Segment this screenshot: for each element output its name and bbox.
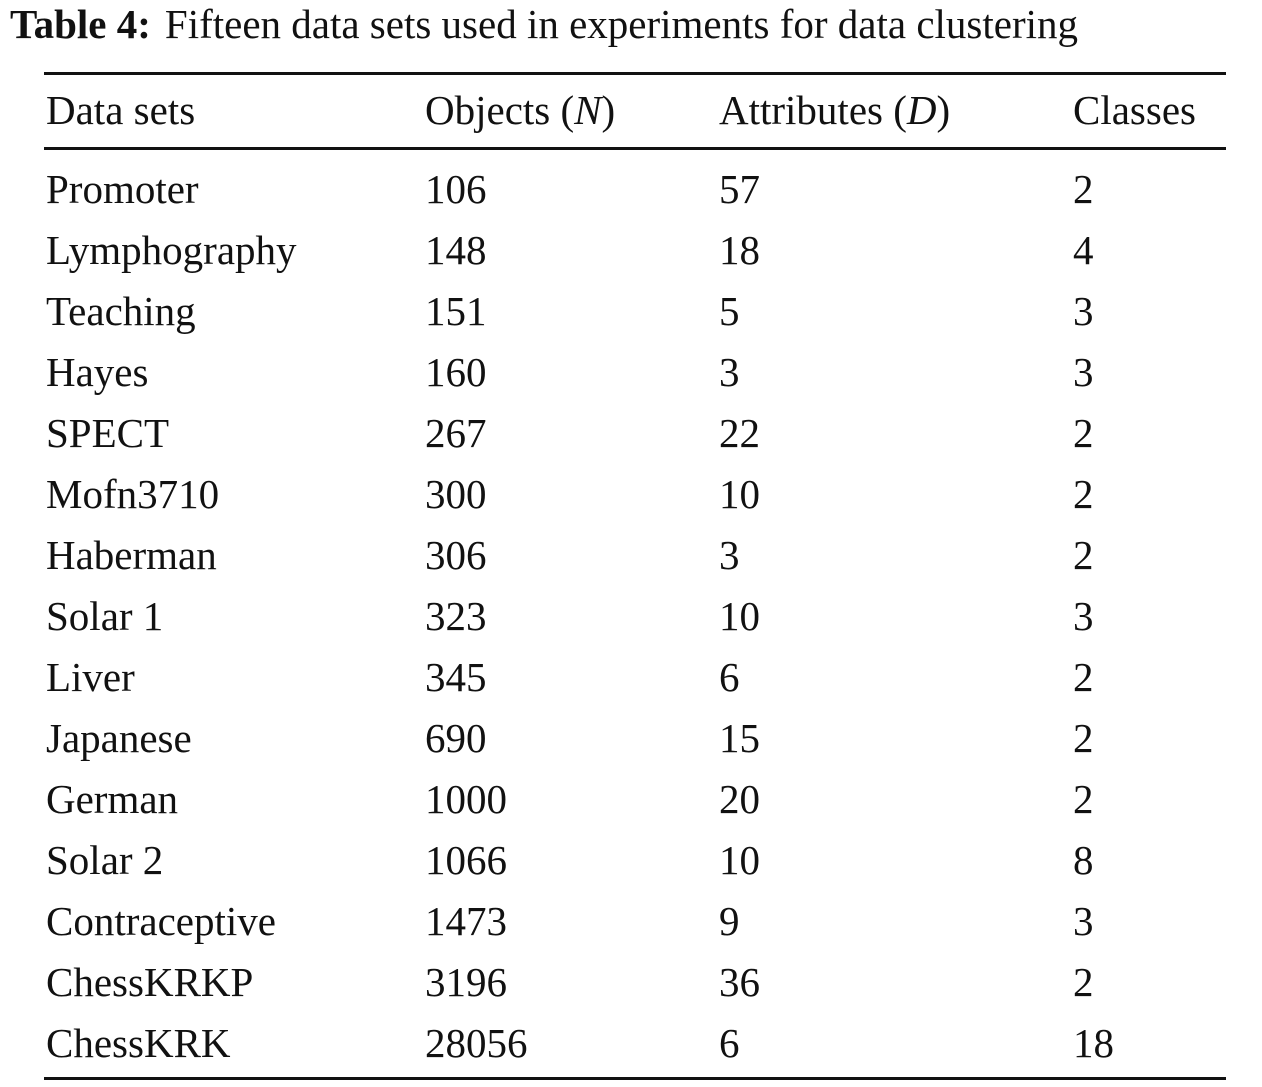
table-caption-label: Table 4: — [10, 1, 151, 47]
cell-attributes: 10 — [719, 837, 760, 883]
cell-objects: 106 — [425, 166, 487, 212]
table-row — [44, 464, 1226, 525]
cell-objects: 3196 — [425, 959, 507, 1005]
cell-objects: 300 — [425, 471, 487, 517]
cell-dataset-name: SPECT — [46, 410, 170, 456]
cell-objects: 306 — [425, 532, 487, 578]
cell-classes: 3 — [1073, 288, 1094, 334]
header-classes: Classes — [1073, 87, 1196, 133]
table-row — [44, 1013, 1226, 1074]
cell-attributes: 3 — [719, 349, 740, 395]
header-attributes-prefix: Attributes ( — [719, 87, 907, 133]
cell-classes: 2 — [1073, 959, 1094, 1005]
cell-objects: 345 — [425, 654, 487, 700]
table-row — [44, 952, 1226, 1013]
cell-dataset-name: Mofn3710 — [46, 471, 220, 517]
cell-attributes: 57 — [719, 166, 760, 212]
cell-dataset-name: Contraceptive — [46, 898, 276, 944]
cell-objects: 1000 — [425, 776, 507, 822]
table-row — [44, 708, 1226, 769]
cell-attributes: 36 — [719, 959, 760, 1005]
cell-dataset-name: Japanese — [46, 715, 192, 761]
table-row — [44, 342, 1226, 403]
cell-attributes: 20 — [719, 776, 760, 822]
cell-classes: 8 — [1073, 837, 1094, 883]
cell-dataset-name: Liver — [46, 654, 135, 700]
cell-dataset-name: Hayes — [46, 349, 149, 395]
cell-objects: 690 — [425, 715, 487, 761]
table-caption-text: Fifteen data sets used in experiments for data clustering — [164, 1, 1079, 47]
cell-dataset-name: Haberman — [46, 532, 217, 578]
header-attributes — [719, 80, 950, 141]
cell-attributes: 15 — [719, 715, 760, 761]
table-row — [44, 891, 1226, 952]
cell-classes: 2 — [1073, 532, 1094, 578]
table-row — [44, 647, 1226, 708]
cell-attributes: 6 — [719, 1020, 740, 1066]
table-top-rule — [44, 72, 1226, 75]
cell-attributes: 10 — [719, 471, 760, 517]
header-attributes-suffix: ) — [936, 87, 951, 133]
table-row — [44, 525, 1226, 586]
cell-classes: 2 — [1073, 166, 1094, 212]
cell-classes: 3 — [1073, 593, 1094, 639]
cell-classes: 4 — [1073, 227, 1094, 273]
table-row — [44, 830, 1226, 891]
cell-dataset-name: Promoter — [46, 166, 199, 212]
header-attributes-var: D — [906, 87, 937, 133]
cell-classes: 3 — [1073, 898, 1094, 944]
cell-classes: 2 — [1073, 471, 1094, 517]
cell-attributes: 9 — [719, 898, 740, 944]
header-objects-prefix: Objects ( — [425, 87, 575, 133]
table-header-rule — [44, 147, 1226, 150]
cell-objects: 1473 — [425, 898, 507, 944]
header-objects-suffix: ) — [601, 87, 616, 133]
cell-attributes: 22 — [719, 410, 760, 456]
cell-classes: 2 — [1073, 715, 1094, 761]
table-row — [44, 586, 1226, 647]
header-datasets: Data sets — [46, 87, 196, 133]
cell-attributes: 10 — [719, 593, 760, 639]
cell-objects: 1066 — [425, 837, 507, 883]
cell-classes: 2 — [1073, 654, 1094, 700]
cell-classes: 2 — [1073, 776, 1094, 822]
table-header-row — [44, 80, 1226, 141]
cell-dataset-name: Lymphography — [46, 227, 297, 273]
header-objects-var: N — [574, 87, 602, 133]
cell-attributes: 18 — [719, 227, 760, 273]
table-row — [44, 769, 1226, 830]
cell-dataset-name: Solar 1 — [46, 593, 164, 639]
cell-dataset-name: ChessKRKP — [46, 959, 254, 1005]
header-objects — [425, 80, 615, 141]
cell-classes: 3 — [1073, 349, 1094, 395]
cell-objects: 148 — [425, 227, 487, 273]
table-row — [44, 220, 1226, 281]
table-row — [44, 403, 1226, 464]
cell-objects: 28056 — [425, 1020, 528, 1066]
cell-objects: 160 — [425, 349, 487, 395]
cell-attributes: 3 — [719, 532, 740, 578]
cell-dataset-name: ChessKRK — [46, 1020, 231, 1066]
cell-objects: 267 — [425, 410, 487, 456]
cell-dataset-name: German — [46, 776, 179, 822]
cell-dataset-name: Teaching — [46, 288, 196, 334]
cell-classes: 18 — [1073, 1020, 1114, 1066]
cell-objects: 151 — [425, 288, 487, 334]
table-row — [44, 281, 1226, 342]
table-caption — [10, 0, 1078, 48]
cell-dataset-name: Solar 2 — [46, 837, 164, 883]
table-bottom-rule — [44, 1077, 1226, 1080]
cell-objects: 323 — [425, 593, 487, 639]
cell-attributes: 5 — [719, 288, 740, 334]
table-row — [44, 159, 1226, 220]
cell-attributes: 6 — [719, 654, 740, 700]
cell-classes: 2 — [1073, 410, 1094, 456]
